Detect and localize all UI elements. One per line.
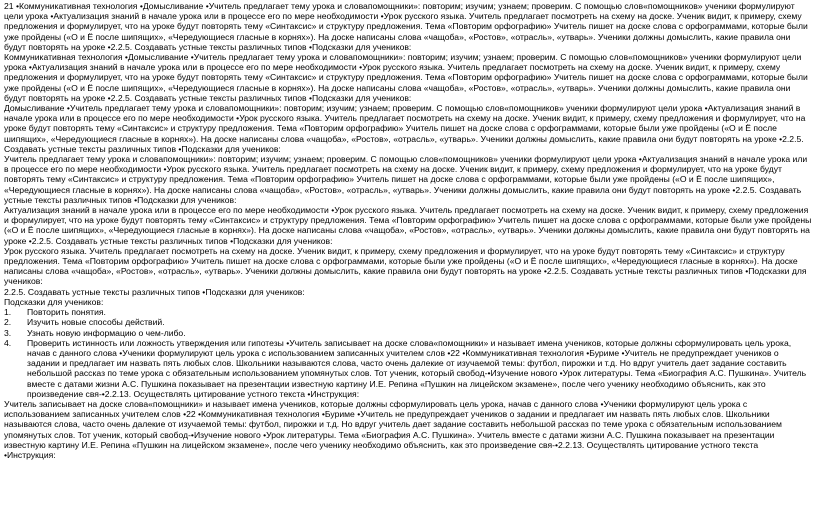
closing-paragraph: Учитель записывает на доске слова«помощники» и называет имена учеников, которые должны сформулировать цель урока, начав с данного слова •Ученики формулируют цель урока с использованием записанных учителем слов •22 •Коммуникативная технология •Буриме •Учитель не предупреждает учеников о задании и предлагает им назвать пять любых слов. Школьники называются слова, часто очень далекие от изучаемой темы: футбол, пирожки и т.д. Но вдруг учитель дает задание составить небольшой рассказ по теме урока с обязательным использованием упомянутых слов. Тот ученик, который свобод-•Изучение нового •Урок литературы. Тема «Биография А.С. Пушкина». Учитель вместе с датами жизни А.С. Пушкина показывает на презентации известную картину И.Е. Репина «Пушкин на лицейском экзамене», после чего ученику необходимо объяснить, как это произведение свя-•2.2.13. Осуществлять цитирование устного текста •Инструкция: [4, 398, 782, 460]
paragraph-6: Урок русского языка. Учитель предлагает посмотреть на схему на доске. Ученик видит, к примеру, схему предложения и формулирует, что на уроке будут повторять тему «Синтаксис» и структуру предложения. Тема «Повторим орфографию» Учитель пишет на доске слова с орфограммами, которые были уже пройдены («О и Ё после шипящих», «Чередующиеся гласные в корнях»). На доске написаны слова «чащоба», «Ростов», «отрасль», «утварь». Ученики должны домыслить, какие правила они будут повторять на уроке •2.2.5. Создавать устные тексты различных типов •Подсказки для учеников: [4, 245, 807, 287]
list-item [4, 338, 812, 399]
list-item [4, 317, 812, 327]
paragraph-8: Подсказки для учеников: [4, 296, 104, 307]
list-item [4, 307, 812, 317]
paragraph-2: Коммуникативная технология •Домысливание •Учитель предлагает тему урока и словапомощники»: повторим; изучим; узнаем; проверим. С помощью слов«помощников» ученики формулируют цели урока •Актуализация знаний в начале урока или в процессе его по мере необходимости •Урок русского языка. Учитель предлагает посмотреть на схему на доске. Ученик видит, к примеру, схему предложения и формулирует, что на уроке будут повторять тему «Синтаксис» и структуру предложения. Тема «Повторим орфографию» Учитель пишет на доске слова с орфограммами, которые были уже пройдены («О и Ё после шипящих», «Чередующиеся гласные в корнях»). На доске написаны слова «чащоба», «Ростов», «отрасль», «утварь». Ученики должны домыслить, какие правила они будут повторять на уроке •2.2.5. Создавать устные тексты различных типов •Подсказки для учеников: [4, 52, 808, 103]
list-item-text: Проверить истинность или ложность утверждения или гипотезы •Учитель записывает на доске слова«помощники» и называет имена учеников, которые должны сформулировать цель урока, начав с данного слова •Ученики формулируют цель урока с использованием записанных учителем слов •22 •Коммуникативная технология •Буриме •Учитель не предупреждает учеников о задании и предлагает им назвать пять любых слов. Школьники называются слова, часто очень далекие от изучаемой темы: футбол, пирожки и т.д. Но вдруг учитель дает задание составить небольшой рассказ по теме урока с обязательным использованием упомянутых слов. Тот ученик, который свобод-•Изучение нового •Урок литературы. Тема «Биография А.С. Пушкина». Учитель вместе с датами жизни А.С. Пушкина показывает на презентации известную картину И.Е. Репина «Пушкин на лицейском экзамене», после чего ученику необходимо объяснить, как это произведение свя-•2.2.13. Осуществлять цитирование устного текста •Инструкция: [27, 337, 807, 399]
paragraph-5: Актуализация знаний в начале урока или в процессе его по мере необходимости •Урок русского языка. Учитель предлагает посмотреть на схему на доске. Ученик видит, к примеру, схему предложения и формулирует, что на уроке будут повторять тему «Синтаксис» и структуру предложения. Тема «Повторим орфографию» Учитель пишет на доске слова с орфограммами, которые были уже пройдены («О и Ё после шипящих», «Чередующиеся гласные в корнях»). На доске написаны слова «чащоба», «Ростов», «отрасль», «утварь». Ученики должны домыслить, какие правила они будут повторять на уроке •2.2.5. Создавать устные тексты различных типов •Подсказки для учеников: [4, 205, 812, 246]
list-item-text: Повторить понятия. [27, 307, 106, 318]
list-item [4, 328, 812, 338]
paragraph-1: 21 •Коммуникативная технология •Домысливание •Учитель предлагает тему урока и словапомощники»: повторим; изучим; узнаем; проверим. С помощью слов«помощников» ученики формулируют цели урока •Актуализация знаний в начале урока или в процессе его по мере необходимости •Урок русского языка. Учитель предлагает посмотреть на схему на доске. Ученик видит, к примеру, схему предложения и формулирует, что на уроке будут повторять тему «Синтаксис» и структуру предложения. Тема «Повторим орфографию» Учитель пишет на доске слова с орфограммами, которые были уже пройдены («О и Ё после шипящих», «Чередующиеся гласные в корнях»). На доске написаны слова «чащоба», «Ростов», «отрасль», «утварь». Ученики должны домыслить, какие правила они будут повторять на уроке •2.2.5. Создавать устные тексты различных типов •Подсказки для учеников: [4, 1, 808, 52]
list-item-number: 1. [4, 307, 12, 318]
list-item-number: 4. [4, 337, 12, 348]
list-item-text: Изучить новые способы действий. [27, 317, 165, 328]
numbered-list [4, 307, 812, 399]
list-item-number: 2. [4, 317, 12, 328]
paragraph-4: Учитель предлагает тему урока и словапомощники»: повторим; изучим; узнаем; проверим. С помощью слов«помощников» ученики формулируют цели урока •Актуализация знаний в начале урока или в процессе его по мере необходимости •Урок русского языка. Учитель предлагает посмотреть на схему на доске. Ученик видит, к примеру, схему предложения и формулирует, что на уроке будут повторять тему «Синтаксис» и структуру предложения. Тема «Повторим орфографию» Учитель пишет на доске слова с орфограммами, которые были уже пройдены («О и Ё после шипящих», «Чередующиеся гласные в корнях»). На доске написаны слова «чащоба», «Ростов», «отрасль», «утварь». Ученики должны домыслить, какие правила они будут повторять на уроке •2.2.5. Создавать устные тексты различных типов •Подсказки для учеников: [4, 154, 808, 205]
list-item-text: Узнать новую информацию о чем-либо. [27, 327, 186, 338]
list-item-number: 3. [4, 327, 12, 338]
paragraph-7: 2.2.5. Создавать устные тексты различных типов •Подсказки для учеников: [4, 286, 305, 297]
paragraph-3: Домысливание •Учитель предлагает тему урока и словапомощники»: повторим; изучим; узнаем; проверим. С помощью слов«помощников» ученики формулируют цели урока •Актуализация знаний в начале урока или в процессе его по мере необходимости •Урок русского языка. Учитель предлагает посмотреть на схему на доске. Ученик видит, к примеру, схему предложения и формулирует, что на уроке будут повторять тему «Синтаксис» и структуру предложения. Тема «Повторим орфографию» Учитель пишет на доске слова с орфограммами, которые были уже пройдены («О и Ё после шипящих», «Чередующиеся гласные в корнях»). На доске написаны слова «чащоба», «Ростов», «отрасль», «утварь». Ученики должны домыслить, какие правила они будут повторять на уроке •2.2.5. Создавать устные тексты различных типов •Подсказки для учеников: [4, 103, 806, 154]
